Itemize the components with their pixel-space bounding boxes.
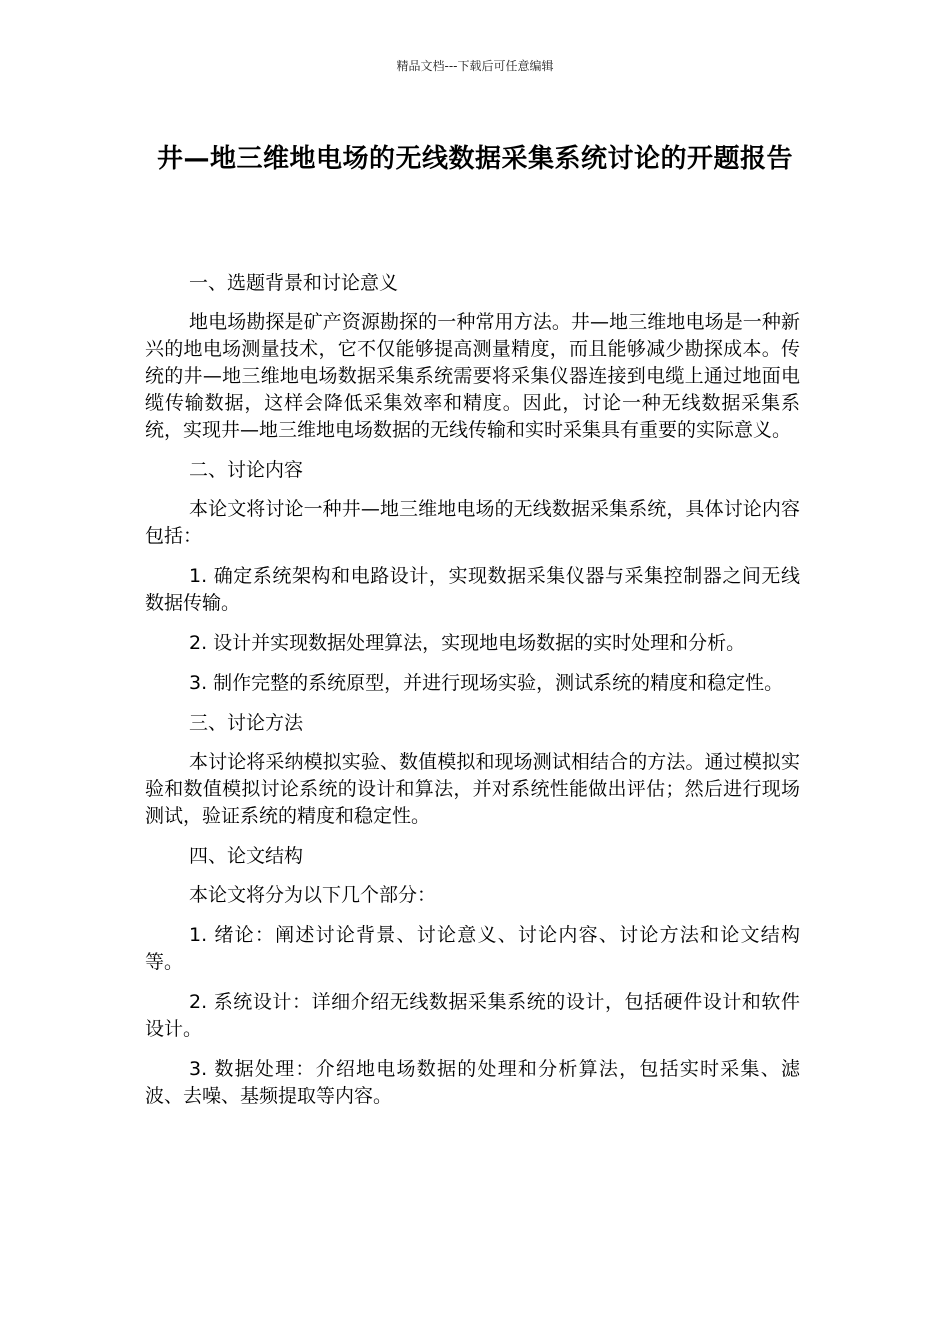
document-body (145, 270, 800, 1123)
section-heading-content: 二、讨论内容 (189, 459, 304, 481)
paragraph-structure-intro: 本论文将分为以下几个部分： (189, 884, 437, 906)
list-item-structure-1: 1. 绪论：阐述讨论背景、讨论意义、讨论内容、讨论方法和论文结构等。 (145, 924, 800, 973)
list-item-content-2: 2. 设计并实现数据处理算法，实现地电场数据的实时处理和分析。 (189, 632, 746, 654)
paragraph-method: 本讨论将采纳模拟实验、数值模拟和现场测试相结合的方法。通过模拟实验和数值模拟讨论系统的设计和算法，并对系统性能做出评估；然后进行现场测试，验证系统的精度和稳定性。 (145, 751, 800, 827)
paragraph-content-intro: 本论文将讨论一种井—地三维地电场的无线数据采集系统，具体讨论内容包括： (145, 498, 800, 547)
section-heading-structure: 四、论文结构 (189, 845, 304, 867)
section-heading-method: 三、讨论方法 (189, 712, 304, 734)
document-title: 井—地三维地电场的无线数据采集系统讨论的开题报告 (156, 144, 793, 174)
list-item-content-3: 3. 制作完整的系统原型，并进行现场实验，测试系统的精度和稳定性。 (189, 672, 784, 694)
list-item-content-1: 1. 确定系统架构和电路设计，实现数据采集仪器与采集控制器之间无线数据传输。 (145, 565, 800, 614)
list-item-structure-2: 2. 系统设计：详细介绍无线数据采集系统的设计，包括硬件设计和软件设计。 (145, 991, 800, 1040)
list-item-structure-3: 3. 数据处理：介绍地电场数据的处理和分析算法，包括实时采集、滤波、去噪、基频提取等内容。 (145, 1058, 800, 1107)
paragraph-background: 地电场勘探是矿产资源勘探的一种常用方法。井—地三维地电场是一种新兴的地电场测量技术，它不仅能够提高测量精度，而且能够减少勘探成本。传统的井—地三维地电场数据采集系统需要将采集仪器连接到电缆上通过地面电缆传输数据，这样会降低采集效率和精度。因此，讨论一种无线数据采集系统，实现井—地三维地电场数据的无线传输和实时采集具有重要的实际意义。 (145, 311, 800, 441)
section-heading-background: 一、选题背景和讨论意义 (189, 272, 399, 294)
page-header-note: 精品文档---下载后可任意编辑 (396, 59, 554, 73)
